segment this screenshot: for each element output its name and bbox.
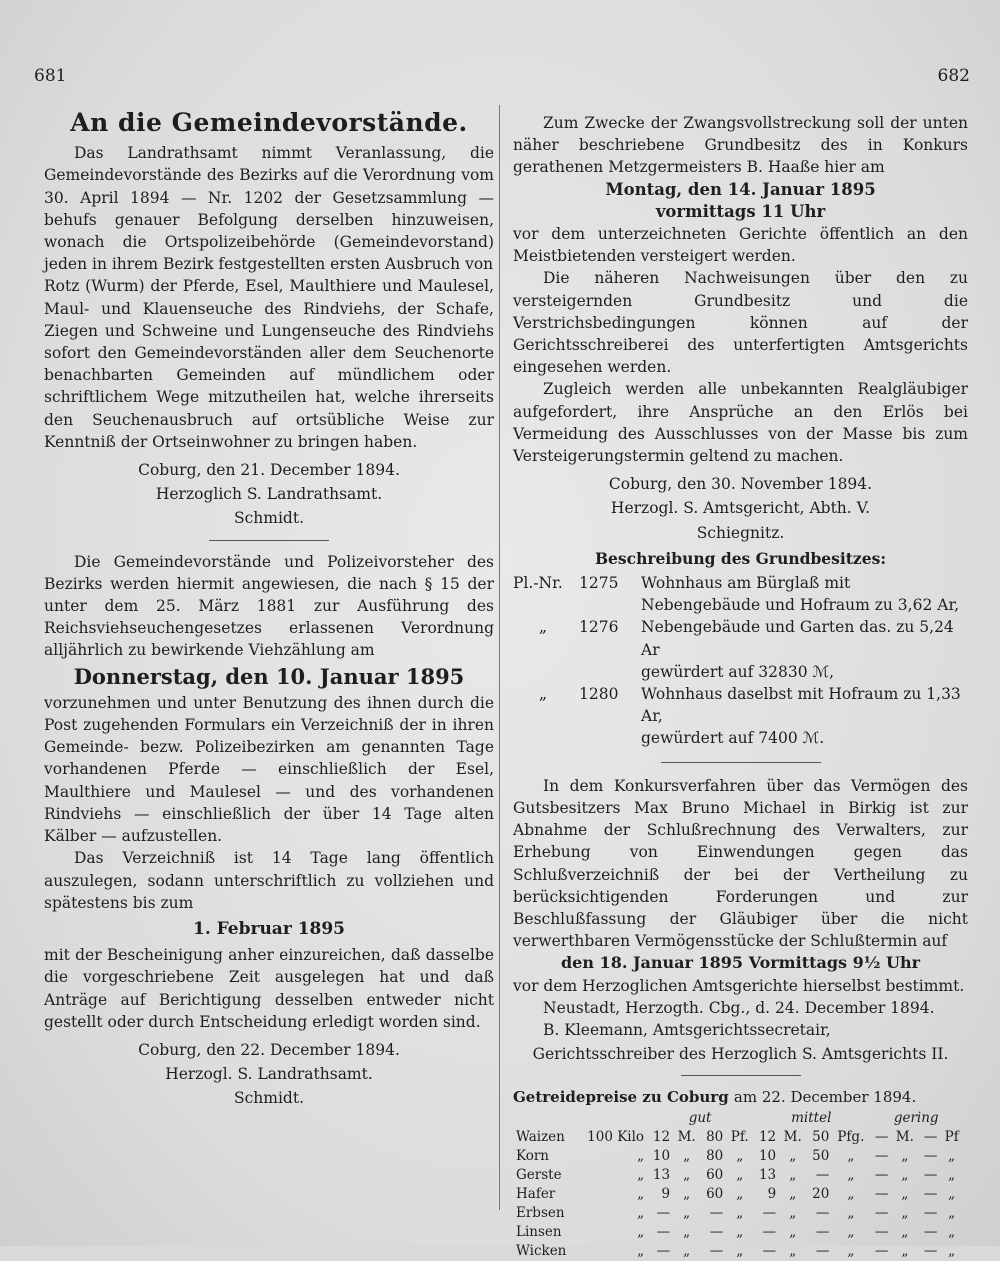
property-list	[513, 572, 968, 750]
cell-g2u: „	[736, 1242, 744, 1259]
property-label: „	[538, 618, 548, 637]
cell-unit: „	[637, 1185, 645, 1202]
cell-m2u: „	[847, 1147, 855, 1164]
table-header-row	[513, 1109, 963, 1128]
cell-m1u: „	[789, 1147, 797, 1164]
cell-m2: —	[815, 1166, 830, 1183]
table-row	[513, 1185, 963, 1204]
cell-r1u: „	[901, 1223, 909, 1240]
cell-g2: —	[709, 1223, 724, 1240]
cell-unit: „	[637, 1147, 645, 1164]
table-row	[513, 1128, 963, 1147]
cell-m1: 12	[758, 1128, 777, 1145]
cell-g2: 80	[706, 1147, 724, 1164]
cell-m2u: „	[847, 1204, 855, 1221]
cell-g2: 60	[706, 1185, 724, 1202]
header-mittel: mittel	[791, 1109, 832, 1126]
cell-m2: —	[815, 1204, 830, 1221]
header-gut: gut	[688, 1109, 712, 1126]
property-item	[513, 616, 968, 660]
table-row	[513, 1204, 963, 1223]
cell-m2: 20	[812, 1185, 830, 1202]
cell-m1u: „	[789, 1185, 797, 1202]
page-number-right: 682	[937, 66, 970, 86]
auction-date-line2: vormittags 11 Uhr	[655, 201, 826, 221]
konkurs-date: Neustadt, Herzogth. Cbg., d. 24. December 1894.	[543, 998, 935, 1017]
cell-g1u: M.	[677, 1128, 696, 1145]
property-number: 1275	[579, 574, 619, 593]
cell-r2: —	[923, 1204, 938, 1221]
cell-m2u: „	[847, 1166, 855, 1183]
property-text: Wohnhaus daselbst mit Hofraum zu 1,33 Ar,	[641, 685, 961, 726]
cell-m1u: „	[789, 1166, 797, 1183]
cell-g2u: „	[736, 1204, 744, 1221]
notice2-intro: Die Gemeindevorstände und Polizeivorsteher des Bezirks werden hiermit angewiesen, die nach § 15 der unter dem 25. März 1881 zur Ausführung des Reichsviehseuchengesetzes erlassenen Verordnung alljährlich zu bewirkende Viehzählung am	[44, 552, 494, 660]
cell-grain: Gerste	[516, 1166, 562, 1183]
cell-g1u: „	[683, 1204, 691, 1221]
cell-g1u: „	[683, 1242, 691, 1259]
cell-r2u: „	[948, 1147, 956, 1164]
cell-r2: —	[923, 1223, 938, 1240]
konkurs-role: Gerichtsschreiber des Herzoglich S. Amtsgerichts II.	[532, 1045, 949, 1064]
konkurs-body2: vor dem Herzoglichen Amtsgerichte hierselbst bestimmt.	[513, 976, 965, 995]
notice1-authority: Herzoglich S. Landrathsamt.	[155, 485, 383, 504]
left-column	[44, 108, 494, 1112]
cell-m2u: „	[847, 1185, 855, 1202]
cell-g2: 60	[706, 1166, 724, 1183]
cell-r2: —	[923, 1147, 938, 1164]
cell-g1: —	[656, 1242, 671, 1259]
cell-grain: Hafer	[516, 1185, 556, 1202]
cell-grain: Waizen	[516, 1128, 565, 1145]
auction-body3: Zugleich werden alle unbekannten Realgläubiger aufgefordert, ihre Ansprüche an den Erlös bei Vermeidung des Ausschlusses von der Masse bis zum Versteigerungstermin geltend zu machen.	[513, 380, 968, 466]
table-row	[513, 1147, 963, 1166]
property-value-row	[513, 727, 968, 749]
cell-unit: 100 Kilo	[587, 1128, 645, 1145]
property-item	[513, 572, 968, 616]
cell-r2: —	[923, 1185, 938, 1202]
cell-unit: „	[637, 1223, 645, 1240]
property-value-row	[513, 661, 968, 683]
cell-m1: —	[762, 1242, 777, 1259]
cell-g1: 13	[652, 1166, 671, 1183]
separator	[681, 1075, 801, 1076]
cell-g2: —	[709, 1242, 724, 1259]
notice1-title: An die Gemeindevorstände.	[70, 108, 468, 137]
auction-intro: Zum Zwecke der Zwangsvollstreckung soll der unten näher beschriebene Grundbesitz des in Konkurs gerathenen Metzgermeisters B. Haaße hier am	[513, 114, 968, 177]
cell-r2: —	[923, 1166, 938, 1183]
cell-grain: Erbsen	[516, 1204, 565, 1221]
notice1-body: Das Landrathsamt nimmt Veranlassung, die Gemeindevorstände des Bezirks auf die Verordnung vom 30. April 1894 — Nr. 1202 der Gesetzsammlung — behufs genauer Befolgung derselben hinzuweisen, wonach die Ortspolizeibehörde (Gemeindevorstand) jeden in ihrem Bezirk festgestellten ersten Ausbruch von	[44, 144, 494, 274]
property-text: Wohnhaus am Bürglaß mit Nebengebäude und Hofraum zu 3,62 Ar,	[641, 574, 960, 615]
cell-g1: 9	[661, 1185, 671, 1202]
cell-r1: —	[874, 1147, 889, 1164]
cell-g1u: „	[683, 1147, 691, 1164]
prices-title-row	[513, 1086, 968, 1108]
cell-g2u: Pf.	[730, 1128, 749, 1145]
cell-unit: „	[637, 1242, 645, 1259]
notice2-date: Coburg, den 22. December 1894.	[138, 1040, 400, 1059]
cell-g1: —	[656, 1223, 671, 1240]
cell-r1u: M.	[895, 1128, 914, 1145]
property-value: gewürdert auf 32830 ℳ,	[641, 662, 835, 681]
cell-m2: 50	[812, 1128, 830, 1145]
cell-g2u: „	[736, 1166, 744, 1183]
column-divider	[499, 105, 500, 1210]
cell-r1u: „	[901, 1185, 909, 1202]
cell-unit: „	[637, 1204, 645, 1221]
cell-m2u: Pfg.	[837, 1128, 865, 1145]
cell-grain: Wicken	[516, 1242, 567, 1259]
cell-r2u: „	[948, 1185, 956, 1202]
header-gering: gering	[893, 1109, 939, 1126]
auction-body2: Die näheren Nachweisungen über den zu versteigernden Grundbesitz und die Verstrichsbedingungen können auf der Gerichtsschreiberei des unterfertigten Amtsgerichts eingesehen werden.	[513, 269, 968, 377]
cell-g1: 12	[652, 1128, 671, 1145]
cell-g1: 10	[652, 1147, 671, 1164]
cell-g2u: „	[736, 1147, 744, 1164]
grain-prices-table	[513, 1109, 963, 1261]
auction-date: Coburg, den 30. November 1894.	[608, 475, 873, 494]
cell-r2u: Pf	[944, 1128, 959, 1145]
cell-m1: 10	[758, 1147, 777, 1164]
cell-m2: —	[815, 1223, 830, 1240]
cell-grain: Linsen	[516, 1223, 562, 1240]
cell-r2u: „	[948, 1242, 956, 1259]
notice1-body2: Rotz (Wurm) der Pferde, Esel, Maulthiere und Maulesel, Maul- und Klauenseuche des Rindviehs, der Schafe, Ziegen und Schweine und Lungenseuche des Rindviehs sofort den Gemeindevorständen aller dem Seuchenorte benachbarten Gemeinden auf mündlichem oder schriftlichem Wege mitzutheilen hat, welche ihrerseits den Seuchenausbruch auf ortsübliche Weise zur Kenntniß der Ortseinwohner zu bringen haben.	[44, 277, 494, 451]
cell-r1: —	[874, 1128, 889, 1145]
cell-m1u: „	[789, 1204, 797, 1221]
cell-r2: —	[923, 1128, 938, 1145]
cell-grain: Korn	[516, 1147, 549, 1164]
property-text: Nebengebäude und Garten das. zu 5,24 Ar	[641, 618, 954, 659]
notice2-signer: Schmidt.	[233, 1089, 304, 1108]
cell-r1: —	[874, 1166, 889, 1183]
cell-r1u: „	[901, 1166, 909, 1183]
auction-signer: Schiegnitz.	[696, 523, 785, 542]
cell-r1: —	[874, 1185, 889, 1202]
right-column	[513, 112, 968, 1261]
cell-m1: —	[762, 1223, 777, 1240]
separator	[209, 540, 329, 541]
property-label: Pl.-Nr.	[513, 574, 563, 593]
cell-r1u: „	[901, 1147, 909, 1164]
cell-r1: —	[874, 1242, 889, 1259]
cell-g2u: „	[736, 1185, 744, 1202]
notice2-date-line: Donnerstag, den 10. Januar 1895	[73, 663, 465, 689]
notice1-signer: Schmidt.	[233, 509, 304, 528]
auction-date-line1: Montag, den 14. Januar 1895	[605, 179, 876, 199]
cell-m2u: „	[847, 1223, 855, 1240]
cell-m1: 13	[758, 1166, 777, 1183]
property-number: 1280	[579, 685, 619, 704]
cell-r2u: „	[948, 1166, 956, 1183]
notice2-body2: Das Verzeichniß ist 14 Tage lang öffentlich auszulegen, sodann unterschriftlich zu vollziehen und spätestens bis zum	[44, 849, 494, 912]
cell-g2: —	[709, 1204, 724, 1221]
cell-r2u: „	[948, 1204, 956, 1221]
notice2-authority: Herzogl. S. Landrathsamt.	[165, 1065, 373, 1084]
konkurs-signer: B. Kleemann, Amtsgerichtssecretair,	[543, 1020, 831, 1039]
table-row	[513, 1166, 963, 1185]
property-value: gewürdert auf 7400 ℳ.	[641, 729, 825, 748]
price-rows	[513, 1128, 963, 1261]
page-number-left: 681	[34, 66, 67, 86]
notice2-body: vorzunehmen und unter Benutzung des ihnen durch die Post zugehenden Formulars ein Verzeichniß der in ihren Gemeinde- bezw. Polizeibezirken am genannten Tage vorhandenen Pferde — einschließlich der Esel, Maulthiere und Maulesel — und des vorhandenen Rindviehs — einschließlich der über 14 Tage alten Kälber — aufzustellen.	[44, 693, 494, 846]
prices-title: Getreidepreise zu Coburg	[513, 1088, 729, 1107]
notice2-body3: mit der Bescheinigung anher einzureichen, daß dasselbe die vorgeschriebene Zeit ausgelegen hat und daß Anträge auf Berichtigung desselben entweder nicht gestellt oder durch Entscheidung erledigt worden sind.	[44, 946, 494, 1031]
cell-m1u: M.	[783, 1128, 802, 1145]
cell-r1u: „	[901, 1242, 909, 1259]
cell-m1: 9	[767, 1185, 777, 1202]
cell-m2: —	[815, 1242, 830, 1259]
cell-r2u: „	[948, 1223, 956, 1240]
konkurs-body: In dem Konkursverfahren über das Vermögen des Gutsbesitzers Max Bruno Michael in Birkig ist zur Abnahme der Schlußrechnung des Verwalters, zur Erhebung von Einwendungen gegen das Schlußverzeichniß der bei der Vertheilung zu berücksichtigenden Forderungen und zur Beschlußfassung der Gläubiger über die nicht verwerthbaren Vermögensstücke der Schlußtermin auf	[513, 776, 968, 951]
konkurs-date-line: den 18. Januar 1895 Vormittags 9½ Uhr	[560, 953, 921, 973]
table-row	[513, 1223, 963, 1242]
notice2-deadline: 1. Februar 1895	[192, 918, 346, 939]
separator	[661, 762, 821, 763]
property-item	[513, 683, 968, 727]
prices-date: am 22. December 1894.	[733, 1088, 917, 1107]
cell-m2: 50	[812, 1147, 830, 1164]
cell-r1: —	[874, 1223, 889, 1240]
cell-m1: —	[762, 1204, 777, 1221]
cell-m2u: „	[847, 1242, 855, 1259]
cell-r2: —	[923, 1242, 938, 1259]
notice1-date: Coburg, den 21. December 1894.	[138, 461, 400, 480]
cell-m1u: „	[789, 1223, 797, 1240]
cell-g2: 80	[706, 1128, 724, 1145]
cell-r1u: „	[901, 1204, 909, 1221]
cell-unit: „	[637, 1166, 645, 1183]
auction-authority: Herzogl. S. Amtsgericht, Abth. V.	[610, 499, 871, 518]
property-label: „	[538, 685, 548, 704]
cell-g1u: „	[683, 1166, 691, 1183]
cell-m1u: „	[789, 1242, 797, 1259]
cell-g1: —	[656, 1204, 671, 1221]
cell-g2u: „	[736, 1223, 744, 1240]
cell-r1: —	[874, 1204, 889, 1221]
table-row	[513, 1242, 963, 1261]
auction-body: vor dem unterzeichneten Gerichte öffentlich an den Meistbietenden versteigert werden.	[513, 225, 968, 266]
property-number: 1276	[579, 618, 619, 637]
cell-g1u: „	[683, 1223, 691, 1240]
property-description-title: Beschreibung des Grundbesitzes:	[594, 548, 887, 568]
cell-g1u: „	[683, 1185, 691, 1202]
